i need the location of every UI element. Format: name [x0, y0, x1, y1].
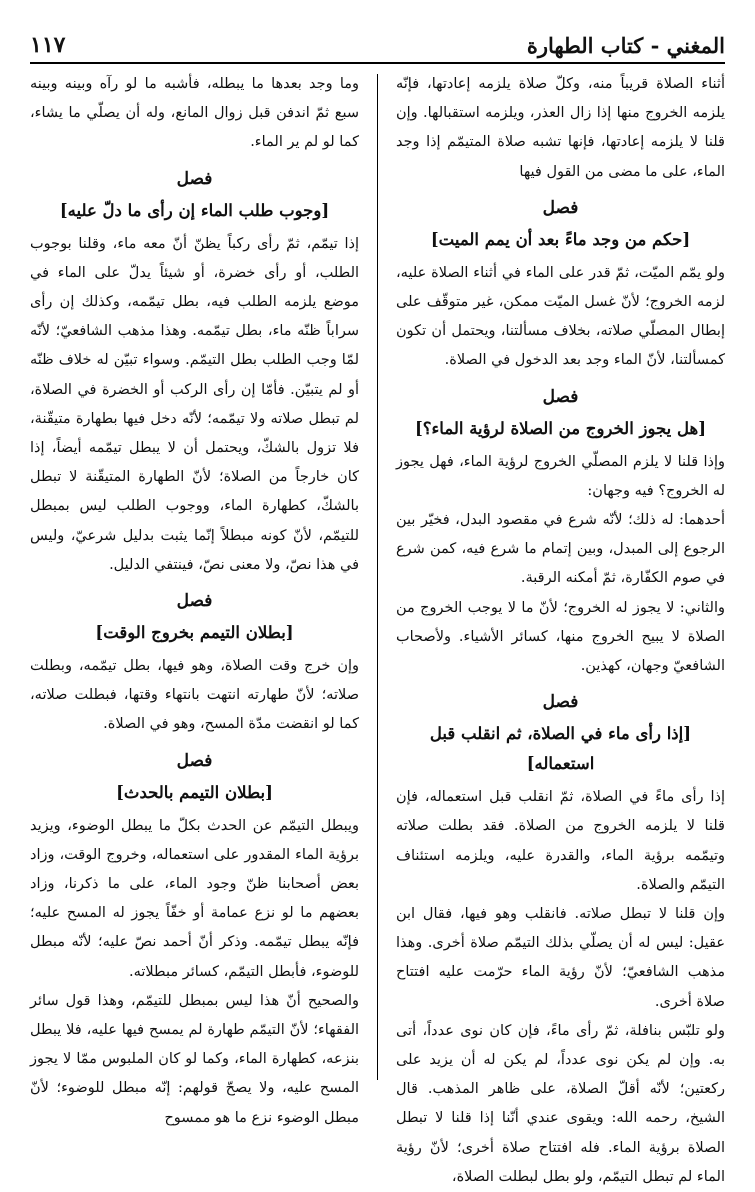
paragraph: أحدهما: له ذلك؛ لأنّه شرع في مقصود البدل، فخيّر بين الرجوع إلى المبدل، وبين إتمام ما شرع فيه، كمن شرع في صوم الكفّارة، ثمّ أمكنه الرقبة.: [395, 512, 725, 587]
paragraph: ولو تلبّس بنافلة، ثمّ رأى ماءً، فإن كان نوى عدداً، أتى به. وإن لم يكن نوى عدداً، لم يكن له أن يزيد على ركعتين؛ لأنّه أقلّ الصلاة، على ظاهر المذهب. قال الشيخ، رحمه الله: ويقوى عندي أنّنا إذا قلنا لا تبطل الصلاة برؤية الماء. فله افتتاح صلاة أخرى؛ لأنّ رؤية الماء لم تبطل التيمّم، ولو بطل لبطلت الصلاة،: [395, 1022, 725, 1185]
section-marker: فصل: [542, 386, 579, 407]
section-heading: [هل يجوز الخروج من الصلاة لرؤية الماء؟]: [414, 418, 707, 438]
section-heading: [بطلان التيمم بالحدث]: [116, 782, 273, 802]
page-header: [30, 18, 725, 58]
paragraph: وإذا قلنا لا يلزم المصلّي الخروج لرؤية الماء، فهل يجوز له الخروج؟ فيه وجهان:: [395, 453, 725, 499]
text-columns: [30, 70, 725, 1185]
section-heading: [بطلان التيمم بخروج الوقت]: [95, 623, 294, 643]
section-marker: فصل: [176, 591, 213, 612]
paragraph: وما وجد بعدها ما يبطله، فأشبه ما لو رآه وبينه وبينه سبع ثمّ اندفن قبل زوال المانع، وله أن يصلّي ما يشاء، كما لو لم ير الماء.: [30, 76, 360, 151]
right-column: [395, 70, 725, 1185]
section-heading: [وجوب طلب الماء إن رأى ما دلّ عليه]: [59, 200, 330, 220]
header-rule: [30, 62, 725, 64]
paragraph: وإن خرج وقت الصلاة، وهو فيها، بطل تيمّمه، وبطلت صلاته؛ لأنّ طهارته انتهت بانتهاء وقتها، فبطلت صلاته، كما لو انقضت مدّة المسح، وهو في الصلاة.: [30, 658, 360, 733]
left-column: [30, 70, 360, 1126]
paragraph: إذا تيمّم، ثمّ رأى ركباً يظنّ أنّ معه ماء، وقلنا بوجوب الطلب، أو رأى خضرة، أو شيئاً يدلّ على الماء في موضع يلزمه الطلب فيه، بطل تيمّمه، وكذلك إن رأى سراباً ظنّه ماء، بطل تيمّمه. وهذا مذهب الشافعيّ؛ لأنّه لمّا وجب الطلب بطل التيمّم. وسواء تبيّن له خلاف ظنّه أو لم يتبيّن. فأمّا إن رأى الركب أو الخضرة في الصلاة، لم تبطل صلاته ولا تيمّمه؛ لأنّه دخل فيها بطهارة متيقّنة، فلا تزول بالشكّ، ويحتمل أن لا يبطل تيمّمه أيضاً، إذا كان خارجاً من الصلاة؛ لأنّ الطهارة المتيقّنة لا تبطل بالشكّ، كطهارة الماء، ووجوب الطلب ليس بمبطل للتيمّم، لأنّ كونه مبطلاً إنّما يثبت بدليل شرعيّ، وليس في هذا نصّ، ولا معنى نصّ، فينتفي الدليل.: [30, 235, 360, 573]
paragraph: ولو يمّم الميّت، ثمّ قدر على الماء في أثناء الصلاة عليه، لزمه الخروج؛ لأنّ غسل الميّت ممكن، غير متوقّف على إبطال المصلّي صلاته، بخلاف مسألتنا، ويحتمل أن تكون كمسألتنا، لأنّ الماء وجد بعد الدخول في الصلاة.: [395, 264, 725, 369]
column-divider: [377, 74, 378, 1080]
paragraph: والثاني: لا يجوز له الخروج؛ لأنّ ما لا يوجب الخروج من الصلاة لا يبيح الخروج منها، كسائر الأشياء. ولأصحاب الشافعيّ وجهان، كهذين.: [395, 599, 725, 675]
section-heading: [حكم من وجد ماءً بعد أن يمم الميت]: [430, 229, 691, 249]
section-marker: فصل: [176, 168, 213, 189]
section-heading: [إذا رأى ماء في الصلاة، ثم انقلب قبل استعماله]: [429, 724, 692, 774]
paragraph: إذا رأى ماءً في الصلاة، ثمّ انقلب قبل استعماله، فإن قلنا لا يلزمه الخروج من الصلاة. فقد بطلت صلاته وتيمّمه برؤية الماء، والقدرة عليه، ويلزمه استئناف التيمّم والصلاة.: [395, 789, 725, 893]
paragraph: أثناء الصلاة قريباً منه، وكلّ صلاة يلزمه إعادتها، فإنّه يلزمه الخروج منها إذا زال العذر، ويلزمه استقبالها. وإن قلنا لا يلزمه إعادتها، فإنها تشبه صلاة المتيمّم إذا وجد الماء، على ما مضى من القول فيها: [395, 76, 725, 180]
section-marker: فصل: [176, 750, 213, 771]
paragraph: وإن قلنا لا تبطل صلاته. فانقلب وهو فيها، فقال ابن عقيل: ليس له أن يصلّي بذلك التيمّم صلاة أخرى. وهذا مذهب الشافعيّ؛ لأنّ رؤية الماء حرّمت عليه افتتاح صلاة أخرى.: [395, 906, 725, 1010]
paragraph: والصحيح أنّ هذا ليس بمبطل للتيمّم، وهذا قول سائر الفقهاء؛ لأنّ التيمّم طهارة لم يمسح فيها عليه، فلا يبطل بنزعه، كطهارة الماء، وكما لو كان الملبوس ممّا لا يجوز المسح عليه، ولا يصحّ قولهم: إنّه مبطل للوضوء؛ لأنّ مبطل الوضوء نزع ما هو ممسوح: [30, 992, 360, 1126]
page-number: ١١٧: [30, 32, 66, 58]
section-marker: فصل: [542, 692, 579, 713]
paragraph: ويبطل التيمّم عن الحدث بكلّ ما يبطل الوضوء، ويزيد برؤية الماء المقدور على استعماله، وخروج الوقت، وزاد بعض أصحابنا ظنّ وجود الماء، على ما ذكرنا، وزاد بعضهم ما لو نزع عمامة أو خفّاً يجوز له المسح عليه؛ فإنّه يبطل تيمّمه. وذكر أنّ أحمد نصّ عليه؛ لأنّه مبطل للوضوء، فأبطل التيمّم، كسائر مبطلاته.: [30, 817, 360, 980]
section-marker: فصل: [542, 197, 579, 218]
running-title: المغني - كتاب الطهارة: [526, 33, 725, 58]
